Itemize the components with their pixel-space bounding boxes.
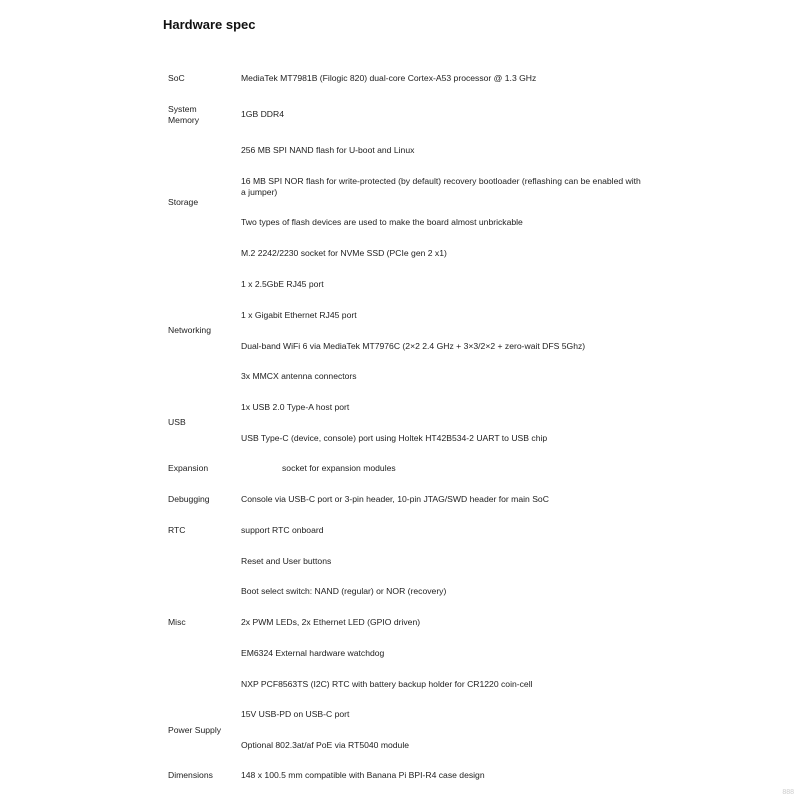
value-usb-type-c: USB Type-C (device, console) port using Holtek HT42B534-2 UART to USB chip bbox=[241, 433, 548, 443]
label-dimensions: Dimensions bbox=[168, 770, 213, 780]
value-usb-type-a: 1x USB 2.0 Type-A host port bbox=[241, 402, 350, 412]
value-storage-nand: 256 MB SPI NAND flash for U-boot and Linux bbox=[241, 145, 415, 155]
value-storage-m2: M.2 2242/2230 socket for NVMe SSD (PCIe gen 2 x1) bbox=[241, 248, 447, 258]
value-storage-note: Two types of flash devices are used to make the board almost unbrickable bbox=[241, 217, 523, 227]
value-misc-leds: 2x PWM LEDs, 2x Ethernet LED (GPIO driven) bbox=[241, 617, 421, 627]
label-debugging: Debugging bbox=[168, 494, 210, 504]
label-misc: Misc bbox=[168, 617, 186, 627]
value-misc-boot-switch: Boot select switch: NAND (regular) or NOR (recovery) bbox=[241, 586, 447, 596]
value-power-poe: Optional 802.3at/af PoE via RT5040 module bbox=[241, 740, 410, 750]
value-dimensions: 148 x 100.5 mm compatible with Banana Pi BPI-R4 case design bbox=[241, 770, 485, 780]
value-misc-rtc-chip: NXP PCF8563TS (I2C) RTC with battery backup holder for CR1220 coin-cell bbox=[241, 679, 533, 689]
value-net-gigabit: 1 x Gigabit Ethernet RJ45 port bbox=[241, 310, 357, 320]
value-net-antenna: 3x MMCX antenna connectors bbox=[241, 371, 357, 381]
value-debugging: Console via USB-C port or 3-pin header, 10-pin JTAG/SWD header for main SoC bbox=[241, 494, 549, 504]
value-power-usb-pd: 15V USB-PD on USB-C port bbox=[241, 709, 350, 719]
value-net-wifi: Dual-band WiFi 6 via MediaTek MT7976C (2×2 2.4 GHz + 3×3/2×2 + zero-wait DFS 5Ghz) bbox=[241, 341, 586, 351]
value-misc-buttons: Reset and User buttons bbox=[241, 556, 332, 566]
label-power-supply: Power Supply bbox=[168, 725, 222, 735]
value-soc: MediaTek MT7981B (Filogic 820) dual-core Cortex-A53 processor @ 1.3 GHz bbox=[241, 73, 537, 83]
label-rtc: RTC bbox=[168, 525, 186, 535]
value-misc-watchdog: EM6324 External hardware watchdog bbox=[241, 648, 385, 658]
watermark: 888 bbox=[782, 789, 794, 796]
value-system-memory: 1GB DDR4 bbox=[241, 109, 284, 119]
value-storage-nor: 16 MB SPI NOR flash for write-protected (by default) recovery bootloader (reflashing can be enabled with a jumper) bbox=[241, 176, 641, 197]
label-storage: Storage bbox=[168, 197, 199, 207]
value-net-2-5gbe: 1 x 2.5GbE RJ45 port bbox=[241, 279, 324, 289]
label-soc: SoC bbox=[168, 73, 185, 83]
page-title: Hardware spec bbox=[163, 17, 256, 32]
label-networking: Networking bbox=[168, 325, 211, 335]
value-expansion: socket for expansion modules bbox=[282, 463, 396, 473]
label-usb: USB bbox=[168, 417, 186, 427]
value-rtc: support RTC onboard bbox=[241, 525, 324, 535]
label-system-memory: System Memory bbox=[168, 104, 200, 125]
label-expansion: Expansion bbox=[168, 463, 209, 473]
